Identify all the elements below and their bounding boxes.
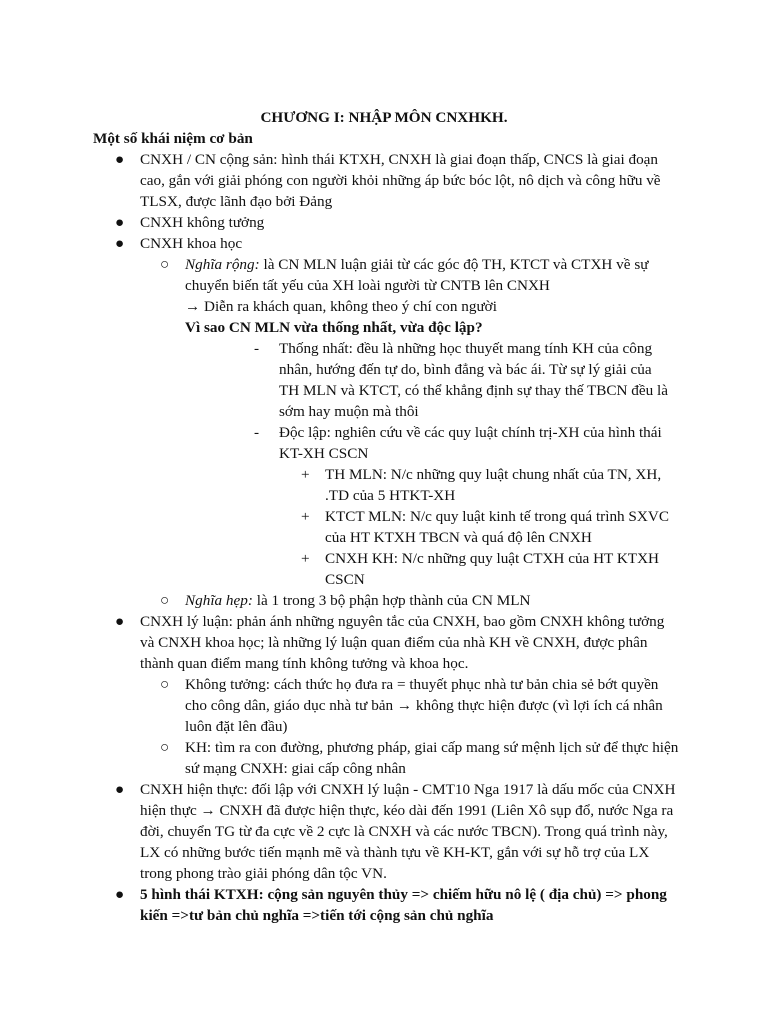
list-item: [115, 233, 680, 254]
dash-bullet-icon: -: [254, 340, 260, 357]
item-text: Thống nhất: đều là những học thuyết mang tính KH của công nhân, hướng đến tự do, bình đẳng và bác ái. Từ sự lý giải của TH MLN và KTCT, có thể khẳng định sự thay thế TBCN đều là sớm hay muộn mà thôi: [279, 340, 668, 420]
list-item: [115, 212, 680, 233]
bullet-icon: ●: [115, 613, 125, 630]
list-item: [115, 149, 680, 212]
list-item: [254, 338, 674, 422]
item-text: KH: tìm ra con đường, phương pháp, giai cấp mang sứ mệnh lịch sử để thực hiện sứ mạng CNXH: giai cấp công nhân: [185, 739, 679, 777]
plus-bullet-icon: +: [301, 550, 310, 567]
item-text: CNXH khoa học: [140, 235, 243, 252]
section-heading: Một số khái niệm cơ bản: [93, 130, 253, 147]
result-line: → Diễn ra khách quan, không theo ý chí con người: [185, 298, 497, 315]
plus-bullet-icon: +: [301, 466, 310, 483]
list-item: [160, 590, 680, 611]
bullet-icon: ●: [115, 886, 125, 903]
item-text: TH MLN: N/c những quy luật chung nhất của TN, XH, .TD của 5 HTKT-XH: [325, 466, 662, 504]
item-label: Nghĩa hẹp:: [185, 592, 253, 609]
item-label: Nghĩa rộng:: [185, 256, 260, 273]
item-text: 5 hình thái KTXH: cộng sản nguyên thủy => chiếm hữu nô lệ ( địa chủ) => phong kiến =>tư bản chủ nghĩa =>tiến tới cộng sản chủ nghĩa: [140, 886, 667, 924]
list-item: [301, 548, 680, 590]
list-item: [160, 674, 680, 737]
list-item: [160, 737, 680, 779]
list-item: [301, 464, 680, 506]
bullet-icon: ●: [115, 214, 125, 231]
dash-bullet-icon: -: [254, 424, 260, 441]
item-text: CNXH không tưởng: [140, 214, 265, 231]
item-text: Độc lập: nghiên cứu về các quy luật chính trị-XH của hình thái KT-XH CSCN: [279, 424, 662, 462]
list-item: [160, 254, 680, 296]
circle-bullet-icon: ○: [160, 676, 170, 693]
notes-content: [0, 149, 768, 926]
chapter-title: CHƯƠNG I: NHẬP MÔN CNXHKH.: [260, 109, 508, 126]
item-text: CNXH KH: N/c những quy luật CTXH của HT KTXH CSCN: [325, 550, 660, 588]
item-text: là 1 trong 3 bộ phận hợp thành của CN MLN: [252, 592, 531, 609]
item-text: CNXH lý luận: phản ánh những nguyên tắc của CNXH, bao gồm CNXH không tưởng và CNXH khoa học; là những lý luận quan điểm của nhà KH về CNXH, được phân thành quan điểm mang tính không tưởng và khoa học.: [140, 613, 665, 672]
circle-bullet-icon: ○: [160, 256, 170, 273]
question-heading: Vì sao CN MLN vừa thống nhất, vừa độc lập?: [185, 319, 483, 336]
item-text: CNXH / CN cộng sản: hình thái KTXH, CNXH là giai đoạn thấp, CNCS là giai đoạn cao, gắn với giải phóng con người khỏi những áp bức bóc lột, nô dịch và công hữu về TLSX, được lãnh đạo bởi Đảng: [140, 151, 661, 210]
item-text: Không tưởng: cách thức họ đưa ra = thuyết phục nhà tư bản chia sẻ bớt quyền cho công dân, giáo dục nhà tư bản → không thực hiện được (vì lợi ích cá nhân luôn đặt lên đầu): [185, 676, 663, 735]
list-item: [115, 611, 680, 674]
bullet-icon: ●: [115, 235, 125, 252]
circle-bullet-icon: ○: [160, 739, 170, 756]
list-item: [301, 506, 680, 548]
list-item: [254, 422, 674, 464]
bullet-icon: ●: [115, 781, 125, 798]
circle-bullet-icon: ○: [160, 592, 170, 609]
item-text: KTCT MLN: N/c quy luật kinh tế trong quá trình SXVC của HT KTXH TBCN và quá độ lên CNXH: [325, 508, 669, 546]
plus-bullet-icon: +: [301, 508, 310, 525]
item-text: CNXH hiện thực: đối lập với CNXH lý luận - CMT10 Nga 1917 là dấu mốc của CNXH hiện thực → CNXH đã được hiện thực, kéo dài đến 1991 (Liên Xô sụp đổ, nước Nga ra đời, chuyển TG từ đa cực về 2 cực là CNXH và các nước TBCN). Trong quá trình này, LX có những bước tiến mạnh mẽ và thành tựu về KH-KT, gắn với sự hỗ trợ của LX trong phong trào giải phóng dân tộc VN.: [140, 781, 676, 882]
bullet-icon: ●: [115, 151, 125, 168]
list-item: [115, 884, 680, 926]
item-text: là CN MLN luận giải từ các góc độ TH, KTCT và CTXH về sự chuyển biến tất yếu của XH loài người từ CNTB lên CNXH: [185, 256, 649, 294]
list-item: [115, 779, 680, 884]
